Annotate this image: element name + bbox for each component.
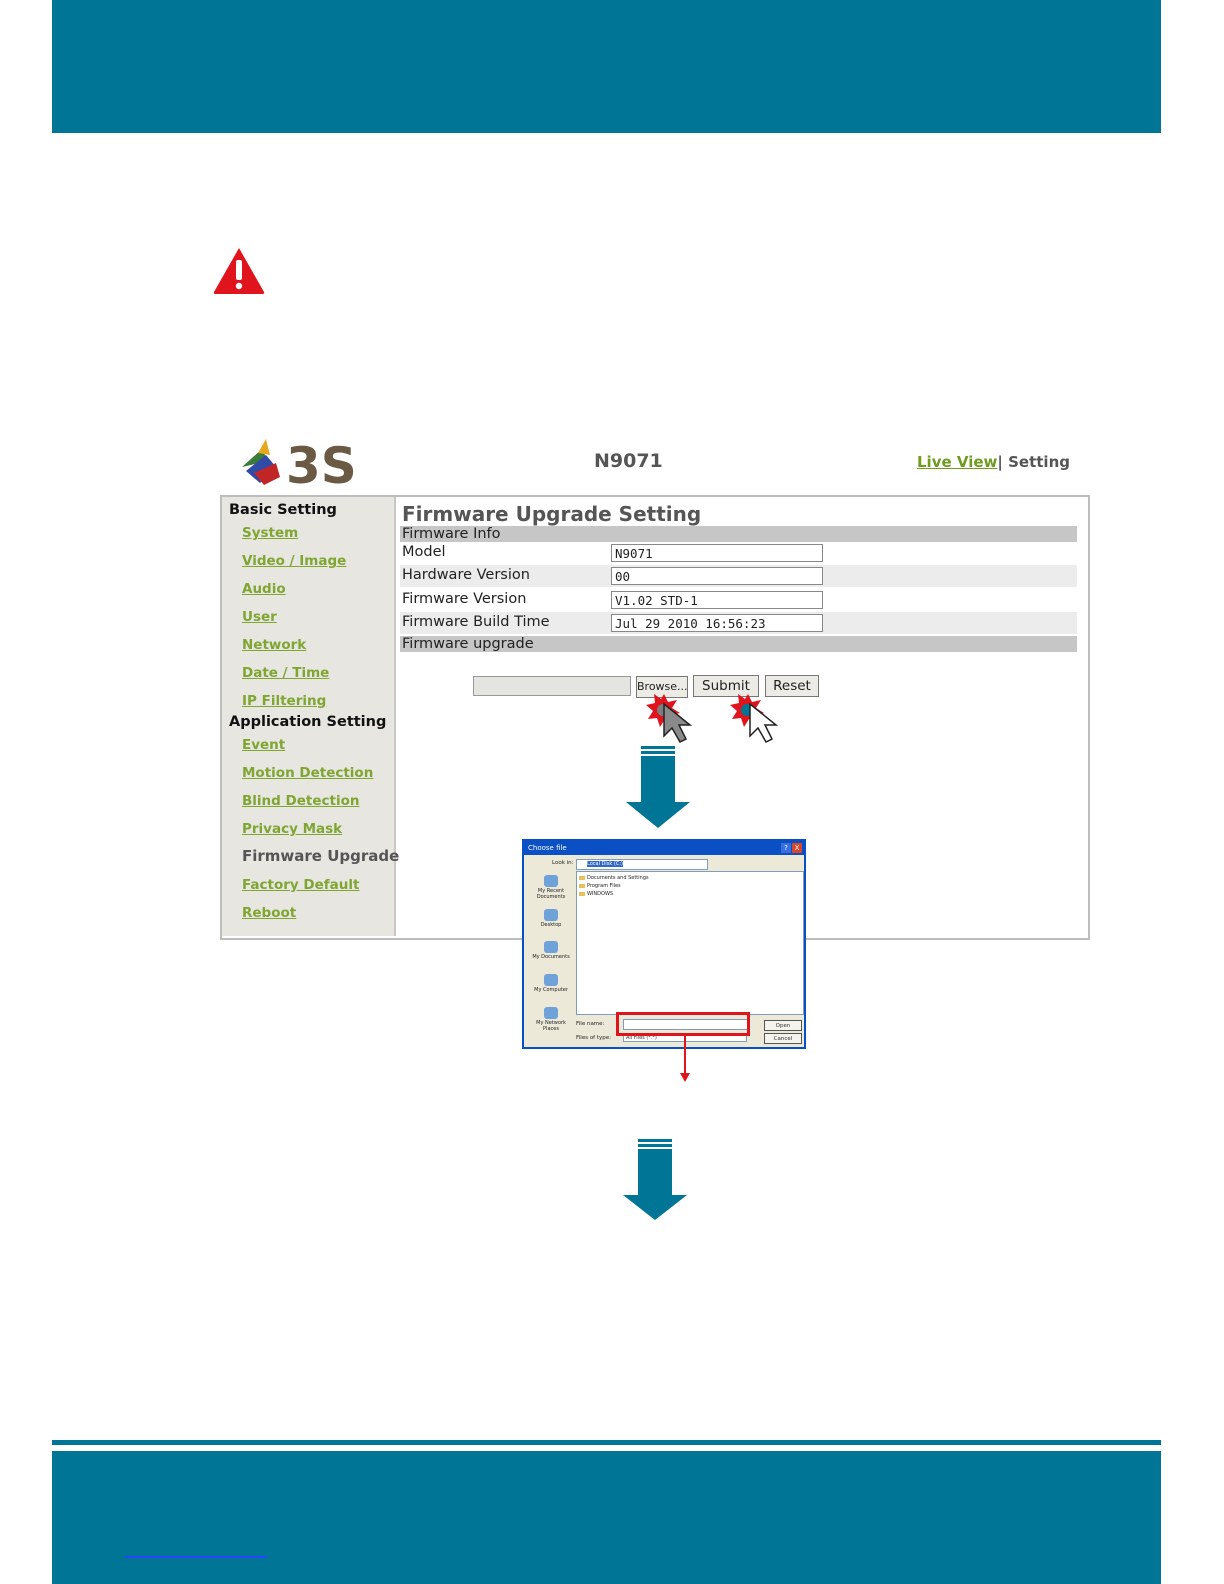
model-field: N9071 <box>611 544 823 562</box>
sidebar-item-network[interactable]: Network <box>242 637 307 653</box>
info-label: Firmware Version <box>402 591 527 607</box>
place-label: My Computer <box>534 987 568 993</box>
setting-link: Setting <box>1008 453 1070 471</box>
firmware-version-field: V1.02 STD-1 <box>611 591 823 609</box>
submit-button[interactable]: Submit <box>693 675 759 697</box>
info-row-firmware-version <box>400 589 1077 611</box>
place-my-documents[interactable] <box>528 941 574 960</box>
recent-documents-icon <box>544 875 558 887</box>
file-list-item[interactable]: Documents and Settings <box>579 875 649 881</box>
place-label: Desktop <box>540 922 562 928</box>
info-label: Firmware Build Time <box>402 614 550 630</box>
footer-band <box>52 1451 1161 1584</box>
build-time-field: Jul 29 2010 16:56:23 <box>611 614 823 632</box>
logo-text: 3S <box>286 437 357 495</box>
top-nav <box>917 453 1070 471</box>
my-computer-icon <box>544 974 558 986</box>
sidebar-item-system[interactable]: System <box>242 525 299 541</box>
sidebar-item-motion-detection[interactable]: Motion Detection <box>242 765 374 781</box>
page-title: Firmware Upgrade Setting <box>402 502 702 526</box>
place-network-places[interactable] <box>528 1007 574 1032</box>
file-name-label: File name: <box>576 1021 605 1027</box>
files-of-type-label: Files of type: <box>576 1035 612 1041</box>
sidebar-item-reboot[interactable]: Reboot <box>242 905 297 921</box>
footer-rule <box>52 1440 1161 1445</box>
live-view-link[interactable]: Live View <box>917 453 998 471</box>
device-model-title: N9071 <box>594 450 663 472</box>
file-list <box>576 871 804 1015</box>
desktop-icon <box>544 909 558 921</box>
dialog-title: Choose file <box>524 841 804 855</box>
info-row-model <box>400 542 1077 564</box>
sidebar-item-video-image[interactable]: Video / Image <box>242 553 347 569</box>
place-recent-documents[interactable] <box>528 875 574 900</box>
dialog-help-button[interactable]: ? <box>781 843 791 853</box>
sidebar <box>222 497 400 936</box>
sidebar-item-blind-detection[interactable]: Blind Detection <box>242 793 360 809</box>
network-places-icon <box>544 1007 558 1019</box>
cancel-button[interactable]: Cancel <box>764 1033 802 1044</box>
file-name-highlight <box>616 1012 750 1036</box>
nav-separator: | <box>997 453 1003 471</box>
logo <box>240 433 357 495</box>
info-label: Model <box>402 544 446 560</box>
place-my-computer[interactable] <box>528 974 574 993</box>
look-in-value: Local Disk (C:) <box>587 861 623 867</box>
hardware-version-field: 00 <box>611 567 823 585</box>
open-button[interactable]: Open <box>764 1020 802 1031</box>
files-of-type-select[interactable]: All Files (*.*) <box>623 1033 747 1042</box>
sidebar-heading-basic: Basic Setting <box>229 502 337 518</box>
sidebar-item-user[interactable]: User <box>242 609 277 625</box>
info-row-firmware-build-time <box>400 612 1077 634</box>
place-label: My Network Places <box>536 1020 566 1032</box>
flow-arrow-down-icon <box>623 1139 687 1220</box>
firmware-info-heading: Firmware Info <box>400 526 1077 542</box>
look-in-label: Look in: <box>552 860 574 866</box>
place-label: My Documents <box>532 954 570 960</box>
file-list-item[interactable]: WINDOWS <box>579 891 613 897</box>
look-in-select[interactable] <box>576 859 708 870</box>
info-row-hardware-version <box>400 565 1077 587</box>
places-bar <box>528 871 574 1039</box>
info-label: Hardware Version <box>402 567 530 583</box>
place-desktop[interactable] <box>528 909 574 928</box>
dialog-close-button[interactable]: X <box>792 843 802 853</box>
my-documents-icon <box>544 941 558 953</box>
sidebar-item-ip-filtering[interactable]: IP Filtering <box>242 693 327 709</box>
sidebar-item-factory-default[interactable]: Factory Default <box>242 877 360 893</box>
browse-button[interactable]: Browse... <box>636 676 688 698</box>
file-list-item[interactable]: Program Files <box>579 883 621 889</box>
sidebar-item-firmware-upgrade[interactable]: Firmware Upgrade <box>242 847 400 865</box>
sidebar-item-event[interactable]: Event <box>242 737 286 753</box>
sidebar-item-audio[interactable]: Audio <box>242 581 286 597</box>
firmware-file-input[interactable] <box>473 676 631 696</box>
sidebar-heading-application: Application Setting <box>229 714 387 730</box>
sidebar-item-privacy-mask[interactable]: Privacy Mask <box>242 821 343 837</box>
firmware-upgrade-heading: Firmware upgrade <box>400 636 1077 652</box>
reset-button[interactable]: Reset <box>765 675 819 697</box>
place-label: My Recent Documents <box>536 888 566 900</box>
warning-icon <box>212 246 266 296</box>
footer-link-underline[interactable] <box>125 1556 267 1558</box>
sidebar-item-date-time[interactable]: Date / Time <box>242 665 330 681</box>
header-band <box>52 0 1161 133</box>
